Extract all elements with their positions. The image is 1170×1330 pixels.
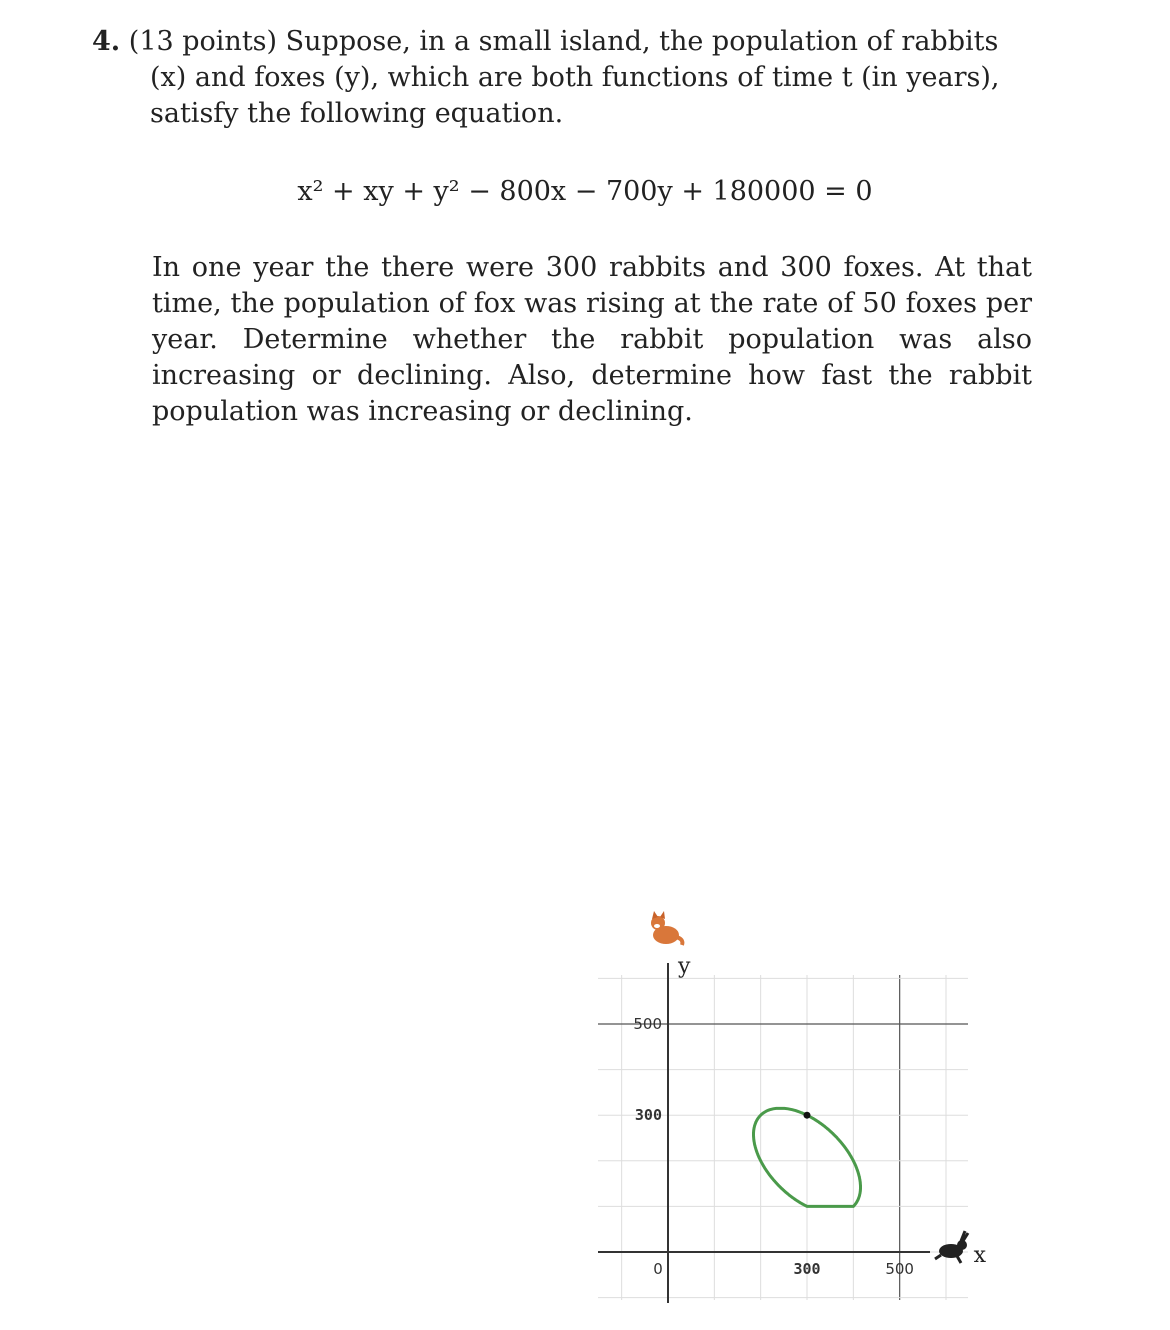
fox-icon: [651, 911, 682, 945]
tick-labels: [633, 1015, 914, 1278]
problem-lead: [92, 24, 1037, 132]
x-tick-label: 0: [653, 1260, 663, 1278]
problem-number: 4.: [92, 26, 121, 57]
problem-lead-text: Suppose, in a small island, the population of rabbits (x) and foxes (y), which are both functions of time t (in years), satisfy the following equation.: [150, 26, 1000, 129]
x-tick-label: 500: [885, 1260, 914, 1278]
highlight-point: [804, 1112, 811, 1119]
problem-statement: [92, 24, 1037, 132]
y-tick-label: 300: [634, 1106, 662, 1125]
y-axis-label: y: [678, 954, 691, 979]
y-tick-label: 500: [633, 1015, 662, 1033]
rabbit-icon: [935, 1231, 968, 1263]
equation-text: x² + xy + y² − 800x − 700y + 180000 = 0: [297, 176, 873, 207]
x-tick-label: 300: [793, 1260, 821, 1278]
ellipse-graph: [590, 905, 990, 1315]
problem-points: (13 points): [128, 26, 278, 57]
x-axis-label: x: [973, 1243, 986, 1268]
problem-body: In one year the there were 300 rabbits and 300 foxes. At that time, the population of fox was rising at the rate of 50 foxes per year. Determine whether the rabbit population was also increasing or declining. Also, determine how fast the rabbit population was increasing or declining.: [152, 252, 1032, 427]
equation: [0, 176, 1170, 207]
